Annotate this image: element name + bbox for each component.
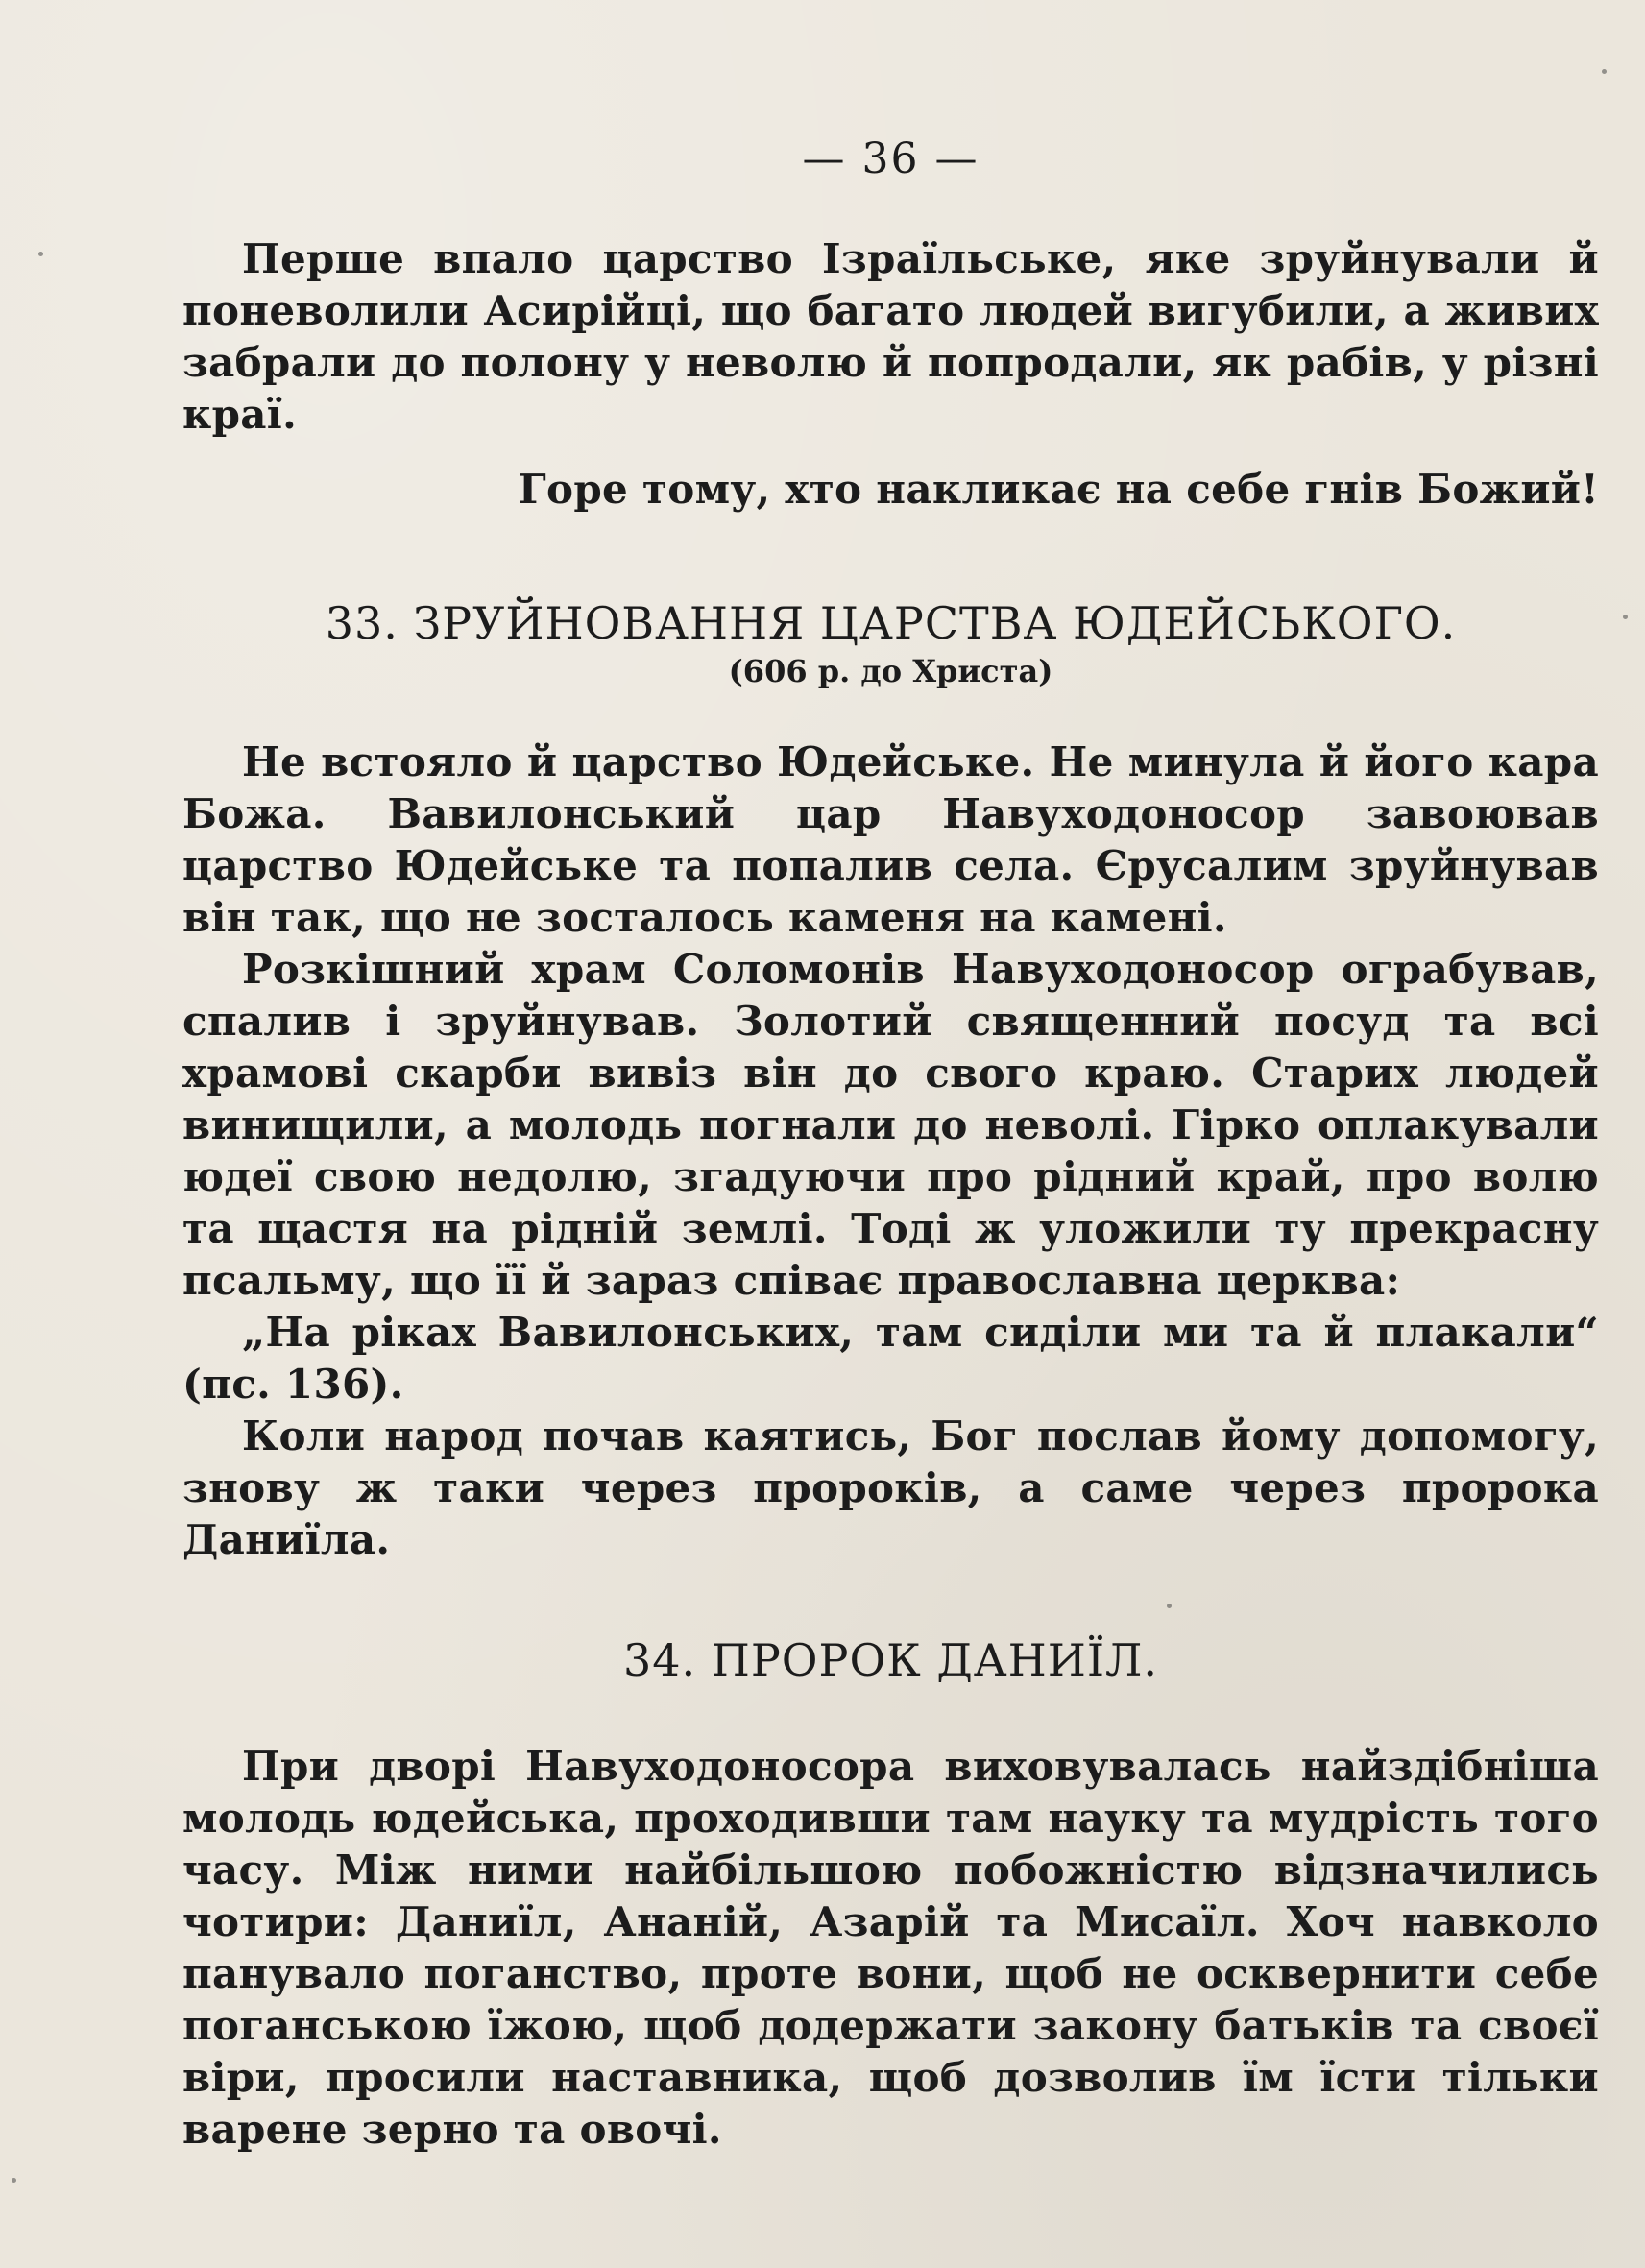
- paper-speck: [1602, 69, 1607, 74]
- section-34-title: 34. ПРОРОК ДАНИЇЛ.: [622, 1634, 1159, 1686]
- section-33-quote: „На ріках Вавилонських, там сиділи ми та й плакали“ (пс. 136).: [182, 1309, 1599, 1408]
- paper-speck: [1623, 615, 1628, 619]
- section-33-paragraph-1: Не встояло й царство Юдейське. Не минула й його кара Божа. Вавилонський цар Навуходоносор завоював царство Юдейське та попалив села. Єрусалим зруйнував він так, що не зосталось каменя на камені.: [182, 738, 1599, 941]
- paper-speck: [38, 252, 43, 256]
- section-33-paragraph-2: Розкішний храм Соломонів Навуходоносор ограбував, спалив і зруйнував. Золотий священний посуд та всі храмові скарби вивіз він до свого краю. Старих людей винищили, а молодь погнали до неволі. Гірко оплакували юдеї свою недолю, згадуючи про рідний край, про волю та щастя на рідній землі. Тоді ж уложили ту прекрасну псальму, що її й зараз співає православна церква:: [182, 946, 1599, 1304]
- intro-paragraph: Перше впало царство Ізраїльське, яке зруйнували й поневолили Асирійці, що багато людей вигубили, а живих забрали до полону у неволю й попродали, як рабів, у різні краї.: [182, 235, 1599, 438]
- paper-speck: [1167, 1604, 1172, 1608]
- spacer: [182, 516, 1599, 596]
- paper-speck: [12, 2178, 16, 2183]
- book-page: [182, 134, 1599, 2156]
- page-number: — 36 —: [802, 134, 980, 183]
- section-34-paragraph-1: При дворі Навуходоносора виховувалась найздібніша молодь юдейська, проходивши там науку та мудрість того часу. Між ними найбільшою побожністю відзначились чотири: Даниїл, Ананій, Азарій та Мисаїл. Хоч навколо панувало поганство, проте вони, щоб не осквернити себе поганською їжою, щоб додержати закону батьків та своєї віри, просили наставника, щоб дозволив їм їсти тільки варене зерно та овочі.: [182, 1743, 1599, 2153]
- section-33-paragraph-4: Коли народ почав каятись, Бог послав йому допомогу, знову ж таки через пророків, а саме через пророка Даниїла.: [182, 1412, 1599, 1563]
- section-33-title: 33. ЗРУЙНОВАННЯ ЦАРСТВА ЮДЕЙСЬКОГО.: [325, 597, 1457, 649]
- section-33-subtitle: (606 р. до Христа): [728, 653, 1053, 689]
- intro-closing-line: Горе тому, хто накликає на себе гнів Божий!: [518, 466, 1599, 513]
- spacer: [182, 1566, 1599, 1633]
